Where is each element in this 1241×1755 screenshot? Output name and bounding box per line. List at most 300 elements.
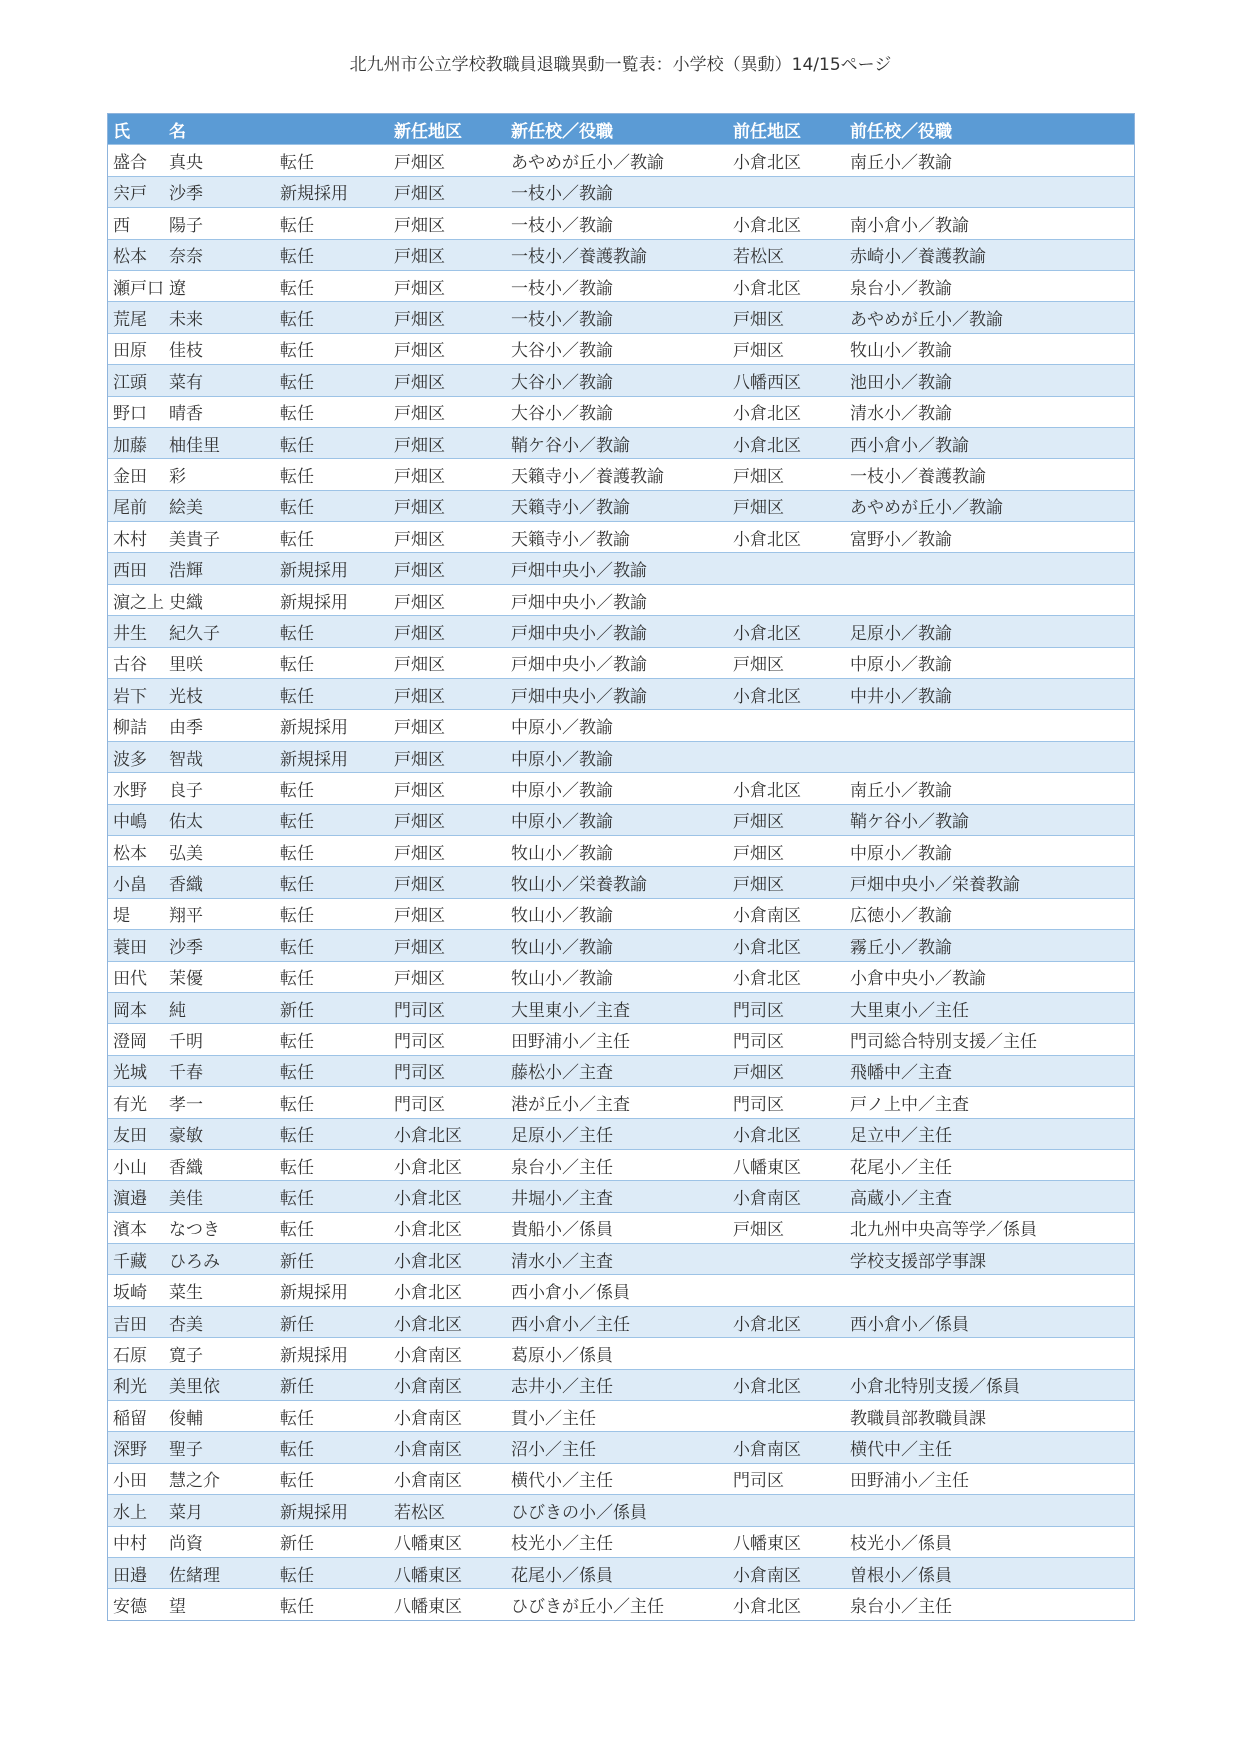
transfer-type-cell: 新任	[275, 1244, 389, 1275]
transfer-type-cell: 転任	[275, 1087, 389, 1118]
surname-cell: 光城	[108, 1055, 164, 1086]
new-area-cell: 戸畑区	[389, 741, 506, 772]
previous-area-cell: 戸畑区	[728, 867, 845, 898]
surname-cell: 利光	[108, 1369, 164, 1400]
header-previous-school-position: 前任校／役職	[850, 121, 952, 142]
transfer-type-cell: 転任	[275, 208, 389, 239]
table-row	[108, 867, 1134, 898]
transfer-type-cell: 転任	[275, 867, 389, 898]
transfer-type-cell: 転任	[275, 773, 389, 804]
header-new-school-position: 新任校／役職	[511, 121, 613, 142]
transfer-type-cell: 新規採用	[275, 553, 389, 584]
new-area-cell: 戸畑区	[389, 270, 506, 301]
new-school-position-cell: 天籟寺小／教諭	[506, 522, 728, 553]
new-area-cell: 門司区	[389, 1024, 506, 1055]
table-row	[108, 835, 1134, 866]
surname-cell: 荒尾	[108, 302, 164, 333]
previous-area-cell: 小倉北区	[728, 522, 845, 553]
table-row	[108, 1526, 1134, 1557]
given-name-cell: 豪敏	[164, 1118, 275, 1149]
previous-area-cell: 小倉北区	[728, 773, 845, 804]
given-name-cell: 浩輝	[164, 553, 275, 584]
table-row	[108, 1244, 1134, 1275]
given-name-cell: 彩	[164, 459, 275, 490]
given-name-cell: 真央	[164, 145, 275, 176]
new-area-cell: 小倉北区	[389, 1275, 506, 1306]
previous-school-position-cell	[845, 741, 1134, 772]
new-area-cell: 戸畑区	[389, 239, 506, 270]
new-school-position-cell: 沼小／主任	[506, 1432, 728, 1463]
new-area-cell: 小倉北区	[389, 1244, 506, 1275]
given-name-cell: 奈奈	[164, 239, 275, 270]
surname-cell: 波多	[108, 741, 164, 772]
previous-area-cell: 小倉北区	[728, 679, 845, 710]
new-school-position-cell: 一枝小／教諭	[506, 176, 728, 207]
previous-area-cell: 小倉北区	[728, 270, 845, 301]
surname-cell: 盛合	[108, 145, 164, 176]
transfer-type-cell: 転任	[275, 1149, 389, 1180]
previous-school-position-cell: 池田小／教諭	[845, 365, 1134, 396]
table-row	[108, 1432, 1134, 1463]
table-row	[108, 898, 1134, 929]
given-name-cell: 香織	[164, 1149, 275, 1180]
transfer-type-cell: 転任	[275, 1432, 389, 1463]
new-area-cell: 小倉北区	[389, 1212, 506, 1243]
table-row	[108, 1369, 1134, 1400]
previous-school-position-cell: 曽根小／係員	[845, 1557, 1134, 1588]
surname-cell: 蓑田	[108, 930, 164, 961]
new-area-cell: 小倉南区	[389, 1401, 506, 1432]
previous-area-cell: 小倉北区	[728, 1306, 845, 1337]
surname-cell: 濵之上	[108, 584, 164, 615]
previous-school-position-cell: 大里東小／主任	[845, 992, 1134, 1023]
table-row	[108, 270, 1134, 301]
transfer-type-cell: 転任	[275, 1212, 389, 1243]
new-school-position-cell: 中原小／教諭	[506, 804, 728, 835]
transfer-type-cell: 新任	[275, 1306, 389, 1337]
transfer-type-cell: 転任	[275, 804, 389, 835]
header-given-name: 名	[169, 121, 186, 142]
new-school-position-cell: 一枝小／養護教諭	[506, 239, 728, 270]
previous-area-cell	[728, 1244, 845, 1275]
previous-area-cell	[728, 710, 845, 741]
new-school-position-cell: 戸畑中央小／教諭	[506, 553, 728, 584]
new-area-cell: 小倉南区	[389, 1463, 506, 1494]
previous-area-cell: 小倉北区	[728, 1589, 845, 1620]
table-row	[108, 522, 1134, 553]
new-school-position-cell: 大里東小／主査	[506, 992, 728, 1023]
previous-school-position-cell: 花尾小／主任	[845, 1149, 1134, 1180]
new-school-position-cell: 鞘ケ谷小／教諭	[506, 427, 728, 458]
previous-school-position-cell: 泉台小／教諭	[845, 270, 1134, 301]
previous-area-cell	[728, 1495, 845, 1526]
transfer-type-cell: 転任	[275, 270, 389, 301]
transfer-type-cell: 転任	[275, 1557, 389, 1588]
new-school-position-cell: ひびきが丘小／主任	[506, 1589, 728, 1620]
surname-cell: 金田	[108, 459, 164, 490]
previous-school-position-cell: あやめが丘小／教諭	[845, 490, 1134, 521]
surname-cell: 小田	[108, 1463, 164, 1494]
previous-school-position-cell	[845, 176, 1134, 207]
table-row	[108, 679, 1134, 710]
table-row	[108, 1338, 1134, 1369]
previous-area-cell: 戸畑区	[728, 1055, 845, 1086]
new-area-cell: 戸畑区	[389, 710, 506, 741]
transfer-type-cell: 新規採用	[275, 1275, 389, 1306]
previous-school-position-cell: 霧丘小／教諭	[845, 930, 1134, 961]
table-row	[108, 1401, 1134, 1432]
new-area-cell: 戸畑区	[389, 302, 506, 333]
given-name-cell: 俊輔	[164, 1401, 275, 1432]
transfer-type-cell: 新規採用	[275, 1338, 389, 1369]
given-name-cell: 良子	[164, 773, 275, 804]
new-area-cell: 若松区	[389, 1495, 506, 1526]
surname-cell: 水野	[108, 773, 164, 804]
previous-area-cell: 小倉北区	[728, 616, 845, 647]
new-school-position-cell: 井堀小／主査	[506, 1181, 728, 1212]
new-area-cell: 小倉南区	[389, 1432, 506, 1463]
transfer-type-cell: 新規採用	[275, 710, 389, 741]
table-row	[108, 490, 1134, 521]
given-name-cell: 寛子	[164, 1338, 275, 1369]
table-row	[108, 553, 1134, 584]
transfer-type-cell: 転任	[275, 302, 389, 333]
transfer-type-cell: 転任	[275, 427, 389, 458]
table-row	[108, 1118, 1134, 1149]
previous-area-cell: 小倉北区	[728, 208, 845, 239]
previous-school-position-cell	[845, 553, 1134, 584]
new-school-position-cell: 天籟寺小／教諭	[506, 490, 728, 521]
transfer-type-cell: 転任	[275, 835, 389, 866]
table-row	[108, 1275, 1134, 1306]
surname-cell: 宍戸	[108, 176, 164, 207]
given-name-cell: 由季	[164, 710, 275, 741]
new-area-cell: 戸畑区	[389, 396, 506, 427]
transfer-type-cell: 転任	[275, 522, 389, 553]
previous-area-cell: 門司区	[728, 992, 845, 1023]
table-row	[108, 1495, 1134, 1526]
previous-school-position-cell: 南小倉小／教諭	[845, 208, 1134, 239]
previous-school-position-cell: 西小倉小／係員	[845, 1306, 1134, 1337]
new-school-position-cell: 港が丘小／主査	[506, 1087, 728, 1118]
surname-cell: 古谷	[108, 647, 164, 678]
previous-area-cell: 戸畑区	[728, 647, 845, 678]
surname-cell: 稲留	[108, 1401, 164, 1432]
previous-school-position-cell: 北九州中央高等学／係員	[845, 1212, 1134, 1243]
previous-area-cell	[728, 1338, 845, 1369]
table-row	[108, 1463, 1134, 1494]
previous-school-position-cell: 鞘ケ谷小／教諭	[845, 804, 1134, 835]
transfer-type-cell: 転任	[275, 490, 389, 521]
new-school-position-cell: 中原小／教諭	[506, 741, 728, 772]
new-school-position-cell: 貴船小／係員	[506, 1212, 728, 1243]
new-area-cell: 戸畑区	[389, 647, 506, 678]
new-school-position-cell: 葛原小／係員	[506, 1338, 728, 1369]
surname-cell: 木村	[108, 522, 164, 553]
new-area-cell: 八幡東区	[389, 1526, 506, 1557]
transfer-type-cell: 転任	[275, 679, 389, 710]
new-school-position-cell: 花尾小／係員	[506, 1557, 728, 1588]
previous-school-position-cell: 横代中／主任	[845, 1432, 1134, 1463]
given-name-cell: 茉優	[164, 961, 275, 992]
table-row	[108, 1024, 1134, 1055]
previous-school-position-cell: 教職員部教職員課	[845, 1401, 1134, 1432]
transfer-type-cell: 転任	[275, 1401, 389, 1432]
new-school-position-cell: 一枝小／教諭	[506, 270, 728, 301]
new-school-position-cell: 横代小／主任	[506, 1463, 728, 1494]
table-body	[108, 145, 1134, 1620]
surname-cell: 石原	[108, 1338, 164, 1369]
new-school-position-cell: 牧山小／栄養教諭	[506, 867, 728, 898]
new-school-position-cell: 大谷小／教諭	[506, 365, 728, 396]
transfer-type-cell: 新規採用	[275, 176, 389, 207]
previous-school-position-cell: 南丘小／教諭	[845, 145, 1134, 176]
given-name-cell: 柚佳里	[164, 427, 275, 458]
surname-cell: 岡本	[108, 992, 164, 1023]
previous-area-cell	[728, 553, 845, 584]
previous-school-position-cell: 赤崎小／養護教諭	[845, 239, 1134, 270]
given-name-cell: 佳枝	[164, 333, 275, 364]
surname-cell: 田原	[108, 333, 164, 364]
previous-area-cell: 小倉北区	[728, 1118, 845, 1149]
header-transfer-type	[275, 114, 389, 145]
new-school-position-cell: あやめが丘小／教諭	[506, 145, 728, 176]
new-school-position-cell: 一枝小／教諭	[506, 302, 728, 333]
given-name-cell: 陽子	[164, 208, 275, 239]
new-school-position-cell: 西小倉小／主任	[506, 1306, 728, 1337]
table-header-row	[108, 114, 1134, 145]
surname-cell: 松本	[108, 835, 164, 866]
transfer-type-cell: 新任	[275, 1369, 389, 1400]
new-area-cell: 八幡東区	[389, 1589, 506, 1620]
transfer-type-cell: 転任	[275, 1055, 389, 1086]
given-name-cell: 未来	[164, 302, 275, 333]
header-previous-area: 前任地区	[733, 121, 801, 142]
previous-area-cell: 小倉北区	[728, 396, 845, 427]
previous-area-cell: 戸畑区	[728, 333, 845, 364]
new-school-position-cell: 清水小／主査	[506, 1244, 728, 1275]
header-surname: 氏	[113, 121, 130, 142]
previous-area-cell: 戸畑区	[728, 459, 845, 490]
new-area-cell: 戸畑区	[389, 427, 506, 458]
new-school-position-cell: 戸畑中央小／教諭	[506, 616, 728, 647]
new-area-cell: 小倉南区	[389, 1369, 506, 1400]
surname-cell: 濵邉	[108, 1181, 164, 1212]
previous-school-position-cell	[845, 710, 1134, 741]
table-row	[108, 1557, 1134, 1588]
surname-cell: 中村	[108, 1526, 164, 1557]
table-row	[108, 741, 1134, 772]
new-school-position-cell: 中原小／教諭	[506, 773, 728, 804]
given-name-cell: 純	[164, 992, 275, 1023]
header-new-area: 新任地区	[394, 121, 462, 142]
new-area-cell: 八幡東区	[389, 1557, 506, 1588]
new-school-position-cell: 牧山小／教諭	[506, 930, 728, 961]
given-name-cell: 美佳	[164, 1181, 275, 1212]
previous-school-position-cell	[845, 1495, 1134, 1526]
table-row	[108, 584, 1134, 615]
transfer-type-cell: 転任	[275, 333, 389, 364]
given-name-cell: 智哉	[164, 741, 275, 772]
previous-school-position-cell: 高蔵小／主査	[845, 1181, 1134, 1212]
previous-school-position-cell: 富野小／教諭	[845, 522, 1134, 553]
previous-area-cell: 戸畑区	[728, 302, 845, 333]
given-name-cell: 史織	[164, 584, 275, 615]
given-name-cell: 沙季	[164, 930, 275, 961]
given-name-cell: 杏美	[164, 1306, 275, 1337]
staff-transfer-table	[107, 113, 1135, 1621]
previous-school-position-cell: 枝光小／係員	[845, 1526, 1134, 1557]
given-name-cell: 絵美	[164, 490, 275, 521]
previous-area-cell: 小倉北区	[728, 961, 845, 992]
previous-area-cell: 小倉南区	[728, 898, 845, 929]
given-name-cell: 翔平	[164, 898, 275, 929]
surname-cell: 野口	[108, 396, 164, 427]
given-name-cell: 沙季	[164, 176, 275, 207]
transfer-type-cell: 転任	[275, 459, 389, 490]
new-area-cell: 戸畑区	[389, 773, 506, 804]
new-area-cell: 戸畑区	[389, 930, 506, 961]
given-name-cell: 聖子	[164, 1432, 275, 1463]
previous-school-position-cell: 清水小／教諭	[845, 396, 1134, 427]
previous-school-position-cell: 学校支援部学事課	[845, 1244, 1134, 1275]
surname-cell: 柳詰	[108, 710, 164, 741]
previous-school-position-cell: 一枝小／養護教諭	[845, 459, 1134, 490]
new-school-position-cell: 枝光小／主任	[506, 1526, 728, 1557]
new-area-cell: 戸畑区	[389, 522, 506, 553]
previous-area-cell: 小倉南区	[728, 1557, 845, 1588]
surname-cell: 田代	[108, 961, 164, 992]
previous-area-cell	[728, 176, 845, 207]
new-school-position-cell: 志井小／主任	[506, 1369, 728, 1400]
new-area-cell: 戸畑区	[389, 867, 506, 898]
new-area-cell: 戸畑区	[389, 804, 506, 835]
transfer-type-cell: 転任	[275, 365, 389, 396]
previous-school-position-cell: 門司総合特別支援／主任	[845, 1024, 1134, 1055]
transfer-type-cell: 新規採用	[275, 584, 389, 615]
new-school-position-cell: 牧山小／教諭	[506, 835, 728, 866]
new-area-cell: 戸畑区	[389, 490, 506, 521]
previous-school-position-cell: 戸ノ上中／主査	[845, 1087, 1134, 1118]
previous-school-position-cell: 西小倉小／教諭	[845, 427, 1134, 458]
new-area-cell: 戸畑区	[389, 208, 506, 239]
new-area-cell: 戸畑区	[389, 145, 506, 176]
previous-school-position-cell	[845, 1338, 1134, 1369]
previous-school-position-cell: 中原小／教諭	[845, 647, 1134, 678]
new-area-cell: 戸畑区	[389, 333, 506, 364]
given-name-cell: 美里依	[164, 1369, 275, 1400]
new-area-cell: 門司区	[389, 1087, 506, 1118]
surname-cell: 吉田	[108, 1306, 164, 1337]
new-area-cell: 門司区	[389, 992, 506, 1023]
table-row	[108, 239, 1134, 270]
given-name-cell: 佐緒理	[164, 1557, 275, 1588]
previous-area-cell: 若松区	[728, 239, 845, 270]
surname-cell: 堤	[108, 898, 164, 929]
table-row	[108, 804, 1134, 835]
new-school-position-cell: 牧山小／教諭	[506, 961, 728, 992]
given-name-cell: 晴香	[164, 396, 275, 427]
new-area-cell: 門司区	[389, 1055, 506, 1086]
transfer-type-cell: 転任	[275, 1118, 389, 1149]
given-name-cell: 尚資	[164, 1526, 275, 1557]
previous-school-position-cell: 田野浦小／主任	[845, 1463, 1134, 1494]
table-row	[108, 773, 1134, 804]
given-name-cell: 光枝	[164, 679, 275, 710]
given-name-cell: 菜生	[164, 1275, 275, 1306]
previous-area-cell: 戸畑区	[728, 1212, 845, 1243]
new-area-cell: 小倉北区	[389, 1149, 506, 1180]
surname-cell: 岩下	[108, 679, 164, 710]
table-row	[108, 961, 1134, 992]
new-area-cell: 小倉北区	[389, 1181, 506, 1212]
surname-cell: 西	[108, 208, 164, 239]
given-name-cell: 菜月	[164, 1495, 275, 1526]
table-row	[108, 1306, 1134, 1337]
new-area-cell: 小倉南区	[389, 1338, 506, 1369]
previous-area-cell: 門司区	[728, 1087, 845, 1118]
new-area-cell: 戸畑区	[389, 553, 506, 584]
previous-area-cell	[728, 1275, 845, 1306]
table-row	[108, 1087, 1134, 1118]
previous-school-position-cell: 南丘小／教諭	[845, 773, 1134, 804]
previous-school-position-cell: 広徳小／教諭	[845, 898, 1134, 929]
new-area-cell: 戸畑区	[389, 176, 506, 207]
table-row	[108, 992, 1134, 1023]
page-title: 北九州市公立学校教職員退職異動一覧表：小学校（異動）14/15ページ	[349, 55, 892, 75]
given-name-cell: 菜有	[164, 365, 275, 396]
transfer-type-cell: 転任	[275, 616, 389, 647]
table-row	[108, 1149, 1134, 1180]
table-row	[108, 459, 1134, 490]
previous-area-cell: 小倉南区	[728, 1432, 845, 1463]
table-row	[108, 1589, 1134, 1620]
surname-cell: 千藏	[108, 1244, 164, 1275]
transfer-type-cell: 転任	[275, 396, 389, 427]
transfer-type-cell: 転任	[275, 647, 389, 678]
table-row	[108, 616, 1134, 647]
new-area-cell: 戸畑区	[389, 365, 506, 396]
previous-area-cell: 戸畑区	[728, 490, 845, 521]
table-row	[108, 1212, 1134, 1243]
new-area-cell: 戸畑区	[389, 898, 506, 929]
surname-cell: 濱本	[108, 1212, 164, 1243]
previous-area-cell: 八幡西区	[728, 365, 845, 396]
new-school-position-cell: 西小倉小／係員	[506, 1275, 728, 1306]
new-area-cell: 小倉北区	[389, 1118, 506, 1149]
new-area-cell: 戸畑区	[389, 584, 506, 615]
previous-area-cell: 八幡東区	[728, 1526, 845, 1557]
surname-cell: 松本	[108, 239, 164, 270]
previous-school-position-cell: 中原小／教諭	[845, 835, 1134, 866]
given-name-cell: 紀久子	[164, 616, 275, 647]
new-school-position-cell: ひびきの小／係員	[506, 1495, 728, 1526]
transfer-type-cell: 新任	[275, 1526, 389, 1557]
transfer-type-cell: 転任	[275, 239, 389, 270]
given-name-cell: 弘美	[164, 835, 275, 866]
table-row	[108, 647, 1134, 678]
table-row	[108, 145, 1134, 176]
surname-cell: 小山	[108, 1149, 164, 1180]
given-name-cell: 里咲	[164, 647, 275, 678]
previous-school-position-cell: 小倉北特別支援／係員	[845, 1369, 1134, 1400]
given-name-cell: 孝一	[164, 1087, 275, 1118]
previous-area-cell: 門司区	[728, 1024, 845, 1055]
transfer-type-cell: 転任	[275, 1463, 389, 1494]
table-row	[108, 427, 1134, 458]
surname-cell: 有光	[108, 1087, 164, 1118]
given-name-cell: 千明	[164, 1024, 275, 1055]
